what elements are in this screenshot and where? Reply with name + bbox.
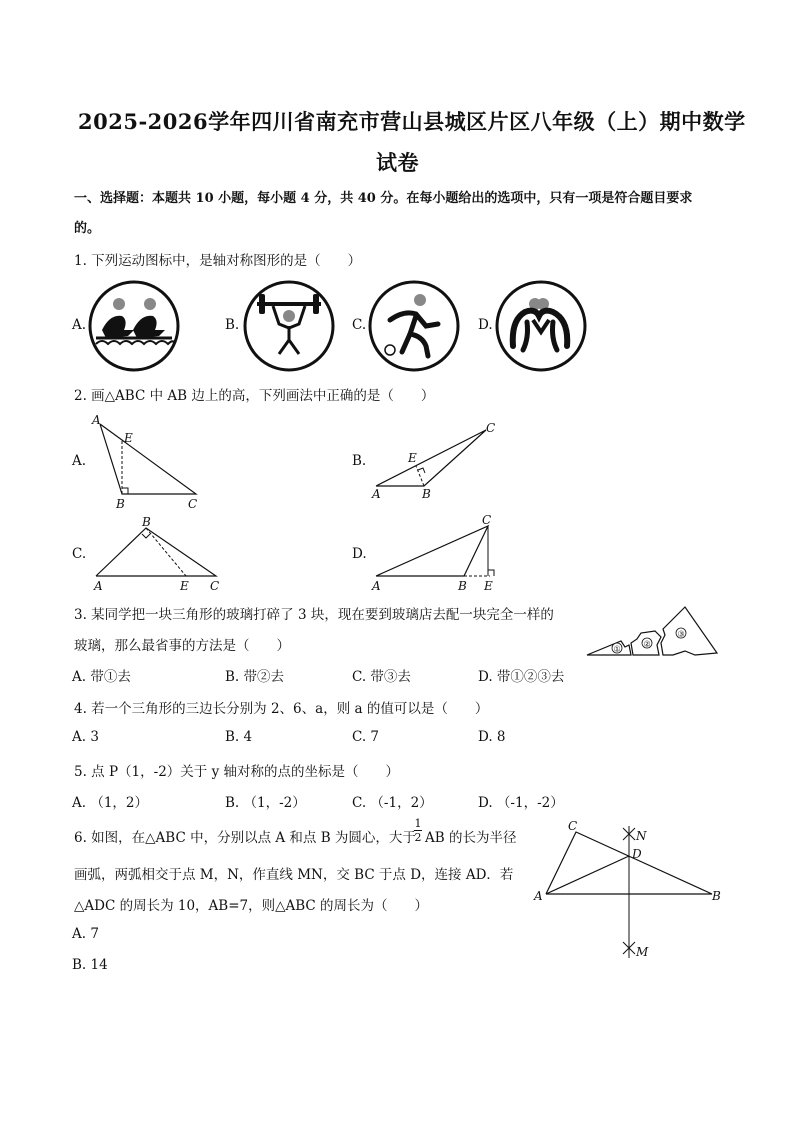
q2-option-b-label: B. bbox=[352, 453, 367, 469]
question-2-stem: 2. 画△ABC 中 AB 边上的高，下列画法中正确的是（ ） bbox=[74, 388, 435, 404]
section-header: 一、选择题：本题共 10 小题，每小题 4 分，共 40 分。在每小题给出的选项中，只有一项是符合题目要求 bbox=[74, 191, 693, 206]
q2-figure-b bbox=[368, 418, 508, 508]
q4-option-c[interactable]: C. 7 bbox=[352, 729, 380, 745]
label-c: C bbox=[486, 421, 496, 435]
q4-option-b[interactable]: B. 4 bbox=[225, 729, 253, 745]
question-6-stem-line2: 画弧，两弧相交于点 M，N，作直线 MN，交 BC 于点 D，连接 AD．若 bbox=[74, 867, 514, 883]
piece-3-label: ③ bbox=[677, 629, 685, 639]
label-a: A bbox=[372, 579, 381, 593]
label-b: B bbox=[712, 889, 721, 903]
page-title-line2: 试卷 bbox=[376, 150, 419, 175]
q6-option-a[interactable]: A. 7 bbox=[72, 926, 99, 942]
label-e: E bbox=[180, 579, 189, 593]
question-3-stem: 3. 某同学把一块三角形的玻璃打碎了 3 块，现在要到玻璃店去配一块完全一样的 bbox=[74, 607, 554, 623]
q3-option-a[interactable]: A. 带①去 bbox=[72, 669, 131, 685]
section-header-line2: 的。 bbox=[74, 221, 101, 236]
q5-option-c[interactable]: C. （-1，2） bbox=[352, 795, 433, 811]
piece-2-label: ② bbox=[643, 639, 651, 649]
question-3-stem-line2: 玻璃，那么最省事的方法是（ ） bbox=[74, 638, 290, 654]
label-m: M bbox=[636, 945, 649, 959]
q3-option-b[interactable]: B. 带②去 bbox=[225, 669, 285, 685]
label-c: C bbox=[210, 579, 220, 593]
label-c: C bbox=[568, 819, 578, 833]
fraction-one-half: 1 2 bbox=[414, 817, 422, 844]
label-e: E bbox=[124, 431, 133, 445]
q2-figure-d bbox=[368, 512, 508, 594]
q5-option-d[interactable]: D. （-1，-2） bbox=[478, 795, 564, 811]
question-6-stem-b: AB 的长为半径 bbox=[425, 830, 517, 846]
label-a: A bbox=[372, 487, 381, 501]
q4-option-d[interactable]: D. 8 bbox=[478, 729, 506, 745]
q4-option-a[interactable]: A. 3 bbox=[72, 729, 99, 745]
q3-broken-glass-figure bbox=[585, 603, 720, 661]
q2-option-d-label: D. bbox=[352, 546, 367, 562]
label-e: E bbox=[484, 579, 493, 593]
q5-option-a[interactable]: A. （1，2） bbox=[72, 795, 149, 811]
label-b: B bbox=[458, 579, 467, 593]
q2-option-c-label: C. bbox=[72, 546, 87, 562]
rowing-icon bbox=[88, 280, 180, 372]
weightlifting-icon bbox=[243, 280, 335, 372]
label-b: B bbox=[422, 487, 431, 501]
piece-1-label: ① bbox=[613, 644, 621, 654]
label-c: C bbox=[482, 513, 492, 527]
question-6-stem: 6. 如图，在△ABC 中，分别以点 A 和点 B 为圆心，大于 bbox=[74, 830, 416, 846]
question-5-stem: 5. 点 P（1，-2）关于 y 轴对称的点的坐标是（ ） bbox=[74, 764, 399, 780]
q1-option-c-label: C. bbox=[352, 317, 367, 333]
page-title: 2025-2026学年四川省南充市营山县城区片区八年级（上）期中数学 bbox=[78, 109, 746, 134]
label-e: E bbox=[408, 451, 417, 465]
label-d: D bbox=[632, 847, 642, 861]
football-icon bbox=[368, 280, 460, 372]
q3-option-d[interactable]: D. 带①②③去 bbox=[478, 669, 565, 685]
q2-figure-c bbox=[88, 514, 228, 594]
q3-option-c[interactable]: C. 带③去 bbox=[352, 669, 411, 685]
q6-option-b[interactable]: B. 14 bbox=[72, 957, 108, 973]
question-4-stem: 4. 若一个三角形的三边长分别为 2、6、a，则 a 的值可以是（ ） bbox=[74, 701, 489, 717]
label-c: C bbox=[188, 497, 198, 511]
wrestling-icon bbox=[495, 280, 587, 372]
q5-option-b[interactable]: B. （1，-2） bbox=[225, 795, 306, 811]
question-6-stem-line3: △ADC 的周长为 10，AB=7，则△ABC 的周长为（ ） bbox=[74, 898, 429, 914]
q1-option-b-label: B. bbox=[225, 317, 240, 333]
label-a: A bbox=[94, 579, 103, 593]
q6-figure bbox=[530, 818, 730, 963]
q1-option-d-label: D. bbox=[478, 317, 493, 333]
q2-option-a-label: A. bbox=[72, 453, 87, 469]
label-b: B bbox=[142, 515, 151, 529]
question-1-stem: 1. 下列运动图标中，是轴对称图形的是（ ） bbox=[74, 253, 362, 269]
label-a: A bbox=[92, 413, 101, 427]
label-b: B bbox=[116, 497, 125, 511]
q1-option-a-label: A. bbox=[72, 317, 87, 333]
label-a: A bbox=[534, 889, 543, 903]
label-n: N bbox=[636, 829, 647, 843]
q2-figure-a bbox=[88, 410, 208, 510]
